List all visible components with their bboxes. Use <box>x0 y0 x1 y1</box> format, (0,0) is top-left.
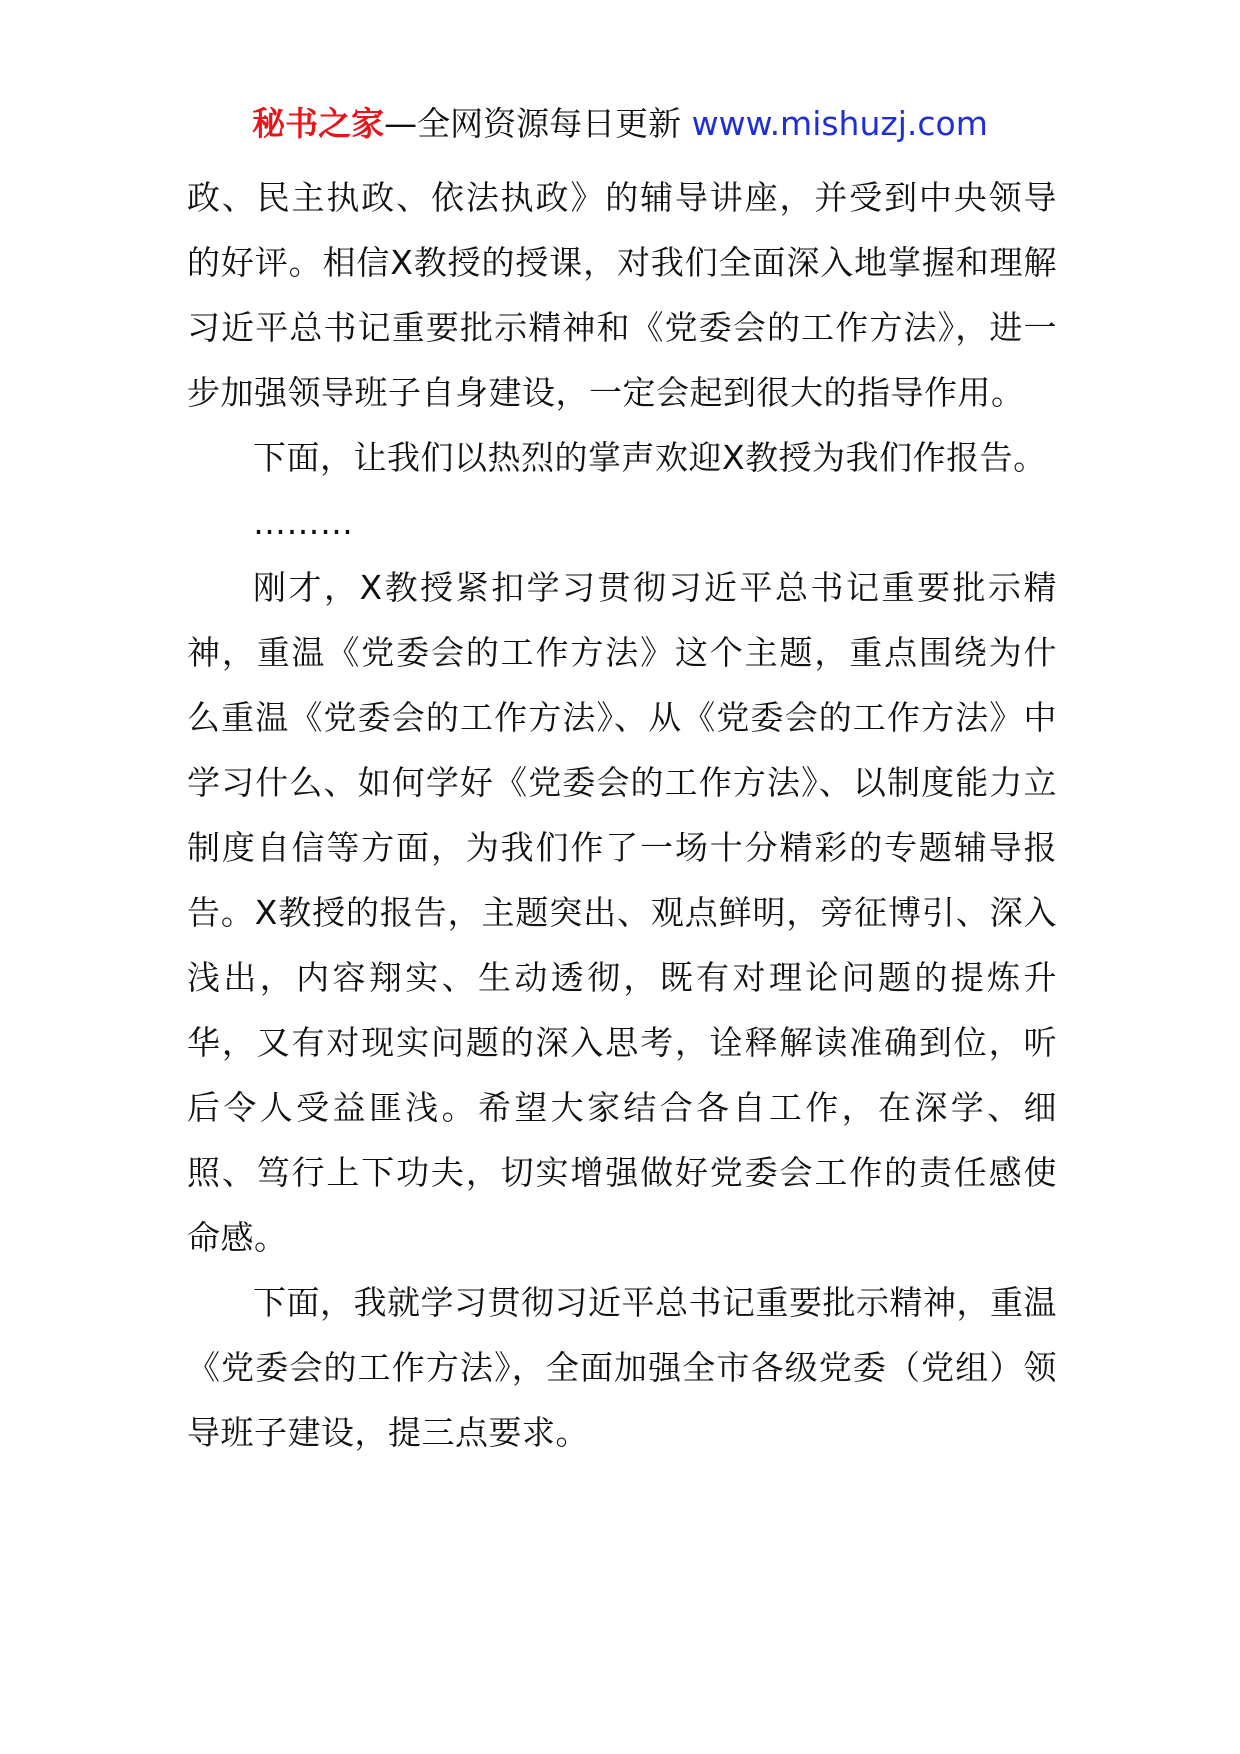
page-header <box>0 100 1240 148</box>
paragraph-intro-continuation: 政、民主执政、依法执政》的辅导讲座，并受到中央领导的好评。相信X教授的授课，对我们全面深入地掌握和理解习近平总书记重要批示精神和《党委会的工作方法》，进一步加强领导班子自身建设，一定会起到很大的指导作用。 <box>187 178 1057 412</box>
paragraph-summary: 刚才，X教授紧扣学习贯彻习近平总书记重要批示精神，重温《党委会的工作方法》这个主题，重点围绕为什么重温《党委会的工作方法》、从《党委会的工作方法》中学习什么、如何学好《党委会的工作方法》、以制度能力立制度自信等方面，为我们作了一场十分精彩的专题辅导报告。X教授的报告，主题突出、观点鲜明，旁征博引、深入浅出，内容翔实、生动透彻，既有对理论问题的提炼升华，又有对现实问题的深入思考，诠释解读准确到位，听后令人受益匪浅。希望大家结合各自工作，在深学、细照、笃行上下功夫，切实增强做好党委会工作的责任感使命感。 <box>187 568 1057 1257</box>
document-body <box>187 165 1057 1465</box>
header-tagline: —全网资源每日更新 <box>384 104 682 143</box>
paragraph-welcome: 下面，让我们以热烈的掌声欢迎X教授为我们作报告。 <box>253 438 1047 477</box>
brand-name: 秘书之家 <box>252 104 385 143</box>
paragraph-ellipsis: ……… <box>253 503 354 542</box>
paragraph-requirements: 下面，我就学习贯彻习近平总书记重要批示精神，重温《党委会的工作方法》，全面加强全市各级党委（党组）领导班子建设，提三点要求。 <box>187 1283 1057 1452</box>
website-link[interactable]: www.mishuzj.com <box>691 104 988 143</box>
